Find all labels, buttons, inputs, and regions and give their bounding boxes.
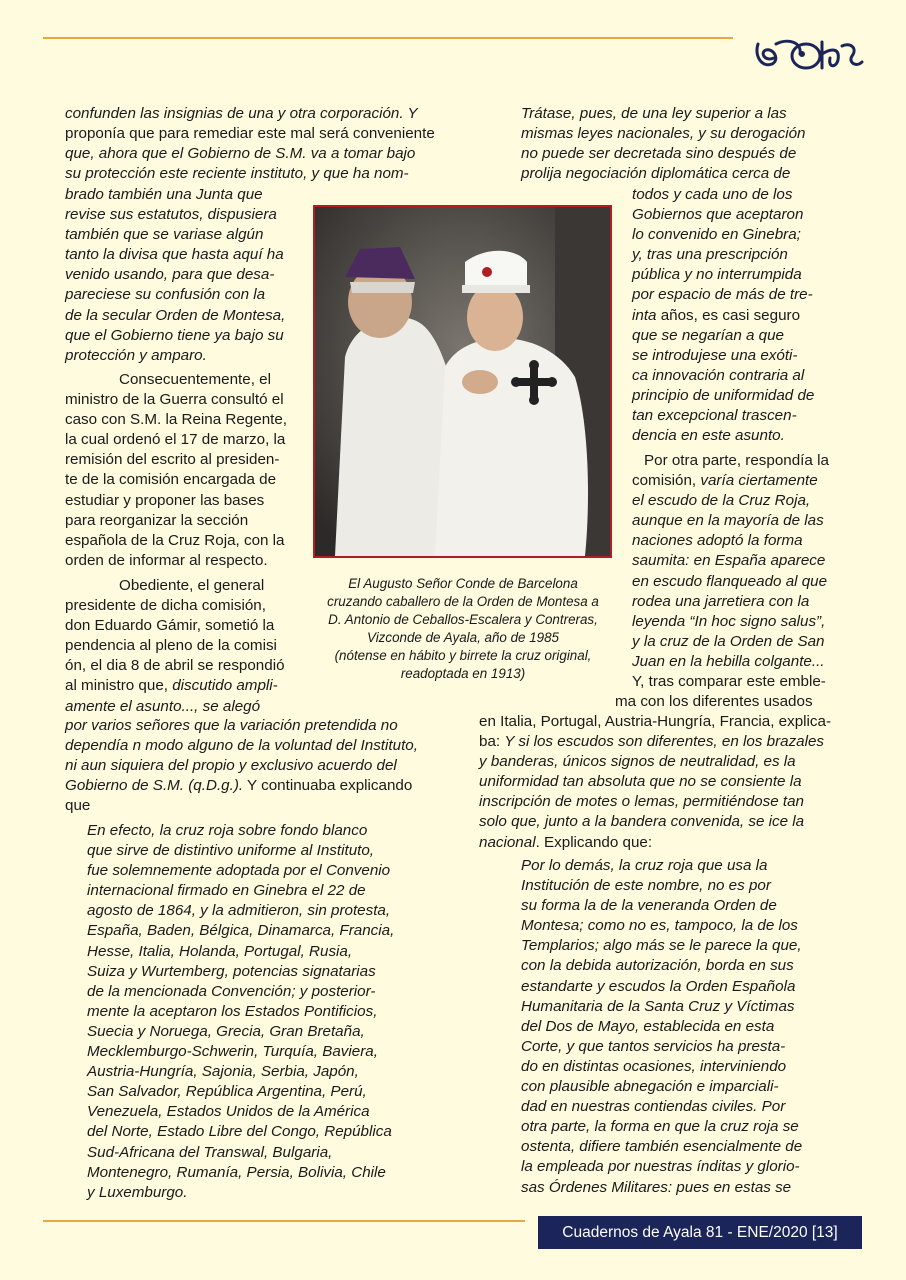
- text-run: inta: [632, 306, 661, 324]
- header-rule: [43, 37, 733, 39]
- text-line: Austria-Hungría, Sajonia, Serbia, Japón,: [87, 1063, 359, 1081]
- text-line: Y, tras comparar este emble-: [632, 673, 826, 691]
- footer-page-label: [538, 1216, 862, 1249]
- text-line: su forma la de la veneranda Orden de: [521, 897, 777, 915]
- left-paragraph-3: [65, 576, 294, 717]
- text-line: prolija negociación diplomática cerca de: [521, 165, 791, 183]
- text-line: dencia en este asunto.: [632, 427, 785, 445]
- text-line: pendencia al pleno de la comisi: [65, 637, 277, 655]
- text-line: Trátase, pues, de una ley superior a las: [521, 105, 787, 122]
- text-line: fue solemnemente adoptada por el Convenio: [87, 862, 391, 880]
- text-line: pública y no interrumpida: [632, 266, 802, 284]
- caption-line: readoptada en 1913): [400, 666, 526, 681]
- text-line: ma con los diferentes usados: [615, 693, 813, 710]
- text-line: venido usando, para que desa-: [65, 266, 275, 284]
- right-paragraph-2-cont: [615, 692, 842, 712]
- text-run: discutido ampli-: [172, 677, 278, 695]
- text-line: San Salvador, República Argentina, Perú,: [87, 1083, 367, 1101]
- text-line: protección y amparo.: [65, 346, 207, 364]
- text-line: no puede ser decretada sino después de: [521, 145, 797, 163]
- text-line: amente el asunto..., se alegó: [65, 697, 261, 715]
- text-line: inscripción de motes o lemas, permitiéndose tan: [479, 793, 805, 811]
- text-line: su protección este reciente instituto, y que ha nom-: [65, 165, 409, 183]
- text-line: lo convenido en Ginebra;: [632, 226, 801, 244]
- text-run: varía ciertamente: [700, 472, 818, 490]
- text-line: con la debida autorización, borda en sus: [521, 957, 794, 975]
- text-line: Montenegro, Rumanía, Persia, Bolivia, Chile: [87, 1163, 386, 1181]
- text-line: [479, 833, 842, 853]
- left-paragraph-1: [65, 104, 448, 124]
- text-line: caso con S.M. la Reina Regente,: [65, 411, 288, 429]
- text-line: confunden las insignias de una y otra corporación. Y: [65, 105, 418, 122]
- text-line: de la secular Orden de Montesa,: [65, 306, 286, 324]
- text-line: uniformidad tan absoluta que no se consiente la: [479, 773, 802, 791]
- text-line: en escudo flanqueado al que: [632, 572, 828, 590]
- text-line: y Luxemburgo.: [87, 1183, 188, 1201]
- left-paragraph-1-narrow: [65, 185, 294, 366]
- text-line: principio de uniformidad de: [632, 386, 815, 404]
- text-run: . Explicando que:: [535, 833, 653, 851]
- text-line: estandarte y escudos la Orden Española: [521, 977, 796, 995]
- text-line: Por otra parte, respondía la: [644, 452, 829, 469]
- text-line: estudiar y proponer las bases: [65, 491, 265, 509]
- text-line: mente la aceptaron los Estados Pontificios,: [87, 1002, 378, 1020]
- left-paragraph-3-wide: [65, 716, 448, 816]
- text-line: España, Baden, Bélgica, Dinamarca, Francia,: [87, 922, 395, 940]
- text-run: nacional: [479, 833, 536, 851]
- text-line: de la mencionada Convención; y posterior-: [87, 982, 376, 1000]
- text-line: proponía que para remediar este mal será conveniente: [65, 125, 435, 142]
- text-line: se introdujese una exóti-: [632, 346, 798, 364]
- text-line: tan excepcional trascen-: [632, 407, 797, 425]
- right-paragraph-1-narrow: [632, 185, 842, 446]
- text-line: y banderas, únicos signos de neutralidad, es la: [479, 753, 796, 771]
- text-line: Venezuela, Estados Unidos de la América: [87, 1103, 370, 1121]
- text-line: sas Órdenes Militares: pues en estas se: [521, 1178, 792, 1196]
- text-line: agosto de 1864, y la admitieron, sin protesta,: [87, 902, 391, 920]
- text-line: Corte, y que tantos servicios ha presta-: [521, 1037, 786, 1055]
- caption-line: D. Antonio de Ceballos-Escalera y Contreras,: [328, 612, 598, 627]
- text-line: presidente de dicha comisión,: [65, 597, 266, 615]
- text-line: Juan en la hebilla colgante...: [632, 652, 825, 670]
- text-run: Y si los escudos son diferentes, en los brazales: [504, 733, 825, 751]
- text-line: con plausible abnegación e imparciali-: [521, 1078, 779, 1096]
- text-line: Por lo demás, la cruz roja que usa la: [521, 857, 768, 874]
- text-line: brado también una Junta que: [65, 186, 263, 203]
- text-line: remisión del escrito al presiden-: [65, 451, 280, 469]
- text-line: Templarios; algo más se le parece la que,: [521, 937, 802, 955]
- ayala-monogram-logo: [752, 34, 864, 76]
- text-line: dad en nuestras contiendas civiles. Por: [521, 1098, 786, 1116]
- text-line: tanto la divisa que hasta aquí ha: [65, 246, 284, 264]
- text-line: rodea una jarretiera con la: [632, 592, 810, 610]
- text-line: que sirve de distintivo uniforme al Instituto,: [87, 842, 375, 860]
- text-line: para reorganizar la sección: [65, 511, 249, 529]
- text-line: ni aun siquiera del propio y exclusivo acuerdo del: [65, 757, 397, 775]
- text-line: do en distintas ocasiones, interviniendo: [521, 1057, 787, 1075]
- text-line: del Dos de Mayo, establecida en esta: [521, 1017, 775, 1035]
- text-run: al ministro que,: [65, 677, 173, 695]
- text-line: todos y cada uno de los: [632, 186, 793, 203]
- text-line: ca innovación contraria al: [632, 366, 805, 384]
- text-line: Montesa; como no es, tampoco, la de los: [521, 917, 798, 935]
- text-line: por espacio de más de tre-: [632, 286, 813, 304]
- right-blockquote: [521, 856, 822, 1198]
- text-line: naciones adoptó la forma: [632, 532, 803, 550]
- right-paragraph-2-wide: [479, 712, 842, 853]
- text-line: Hesse, Italia, Holanda, Portugal, Rusia,: [87, 942, 353, 960]
- text-line: pareciese su confusión con la: [65, 286, 266, 304]
- text-line: y la cruz de la Orden de San: [632, 632, 825, 650]
- text-line: te de la comisión encargada de: [65, 471, 277, 489]
- text-line: aunque en la mayoría de las: [632, 512, 824, 530]
- text-line: ostenta, difiere también esencialmente de: [521, 1138, 803, 1156]
- right-paragraph-1: [521, 104, 842, 184]
- text-run: años, es casi seguro: [660, 306, 801, 324]
- text-line: la empleada por nuestras índitas y glorio-: [521, 1158, 800, 1176]
- text-line: En efecto, la cruz roja sobre fondo blanco: [87, 822, 368, 839]
- caption-line: (nótense en hábito y birrete la cruz original,: [334, 648, 592, 663]
- footer-text: Cuadernos de Ayala 81 - ENE/2020 [13]: [562, 1223, 838, 1241]
- text-line: por varios señores que la variación pretendida no: [65, 717, 398, 734]
- text-line: que: [65, 797, 91, 815]
- text-run: Gobierno de S.M. (q.D.g.).: [65, 777, 244, 795]
- text-line: saumita: en España aparece: [632, 552, 826, 570]
- right-paragraph-2: [632, 451, 842, 692]
- text-run: comisión,: [632, 472, 701, 490]
- text-line: [632, 471, 842, 491]
- text-line: revise sus estatutos, dispusiera: [65, 206, 277, 224]
- text-line: otra parte, la forma en que la cruz roja se: [521, 1118, 799, 1136]
- text-line: Obediente, el general: [119, 577, 265, 594]
- text-line: [632, 306, 842, 326]
- text-line: la cual ordenó el 17 de marzo, la: [65, 431, 286, 449]
- caption-line: El Augusto Señor Conde de Barcelona: [348, 576, 578, 591]
- photo-investiture: [313, 205, 612, 558]
- left-paragraph-1-cont: [65, 124, 448, 184]
- text-line: don Eduardo Gámir, sometió la: [65, 617, 275, 635]
- text-line: Suecia y Noruega, Grecia, Gran Bretaña,: [87, 1022, 365, 1040]
- caption-line: Vizconde de Ayala, año de 1985: [367, 630, 559, 645]
- text-line: que, ahora que el Gobierno de S.M. va a tomar bajo: [65, 145, 416, 163]
- text-line: Mecklemburgo-Schwerin, Turquía, Baviera,: [87, 1043, 378, 1061]
- text-line: que el Gobierno tiene ya bajo su: [65, 326, 284, 344]
- text-line: solo que, junto a la bandera convenida, se ice la: [479, 813, 805, 831]
- text-line: Gobiernos que aceptaron: [632, 206, 804, 224]
- text-line: [65, 776, 448, 796]
- photo-caption: [312, 575, 614, 683]
- text-line: leyenda “In hoc signo salus”,: [632, 612, 826, 630]
- text-line: Sud-Africana del Transwal, Bulgaria,: [87, 1143, 333, 1161]
- left-blockquote: [87, 821, 405, 1203]
- text-line: ministro de la Guerra consultó el: [65, 391, 284, 409]
- footer-rule: [43, 1220, 525, 1222]
- text-line: el escudo de la Cruz Roja,: [632, 492, 811, 510]
- text-line: española de la Cruz Roja, con la: [65, 531, 285, 549]
- caption-line: cruzando caballero de la Orden de Montesa a: [327, 594, 599, 609]
- text-line: Suiza y Wurtemberg, potencias signatarias: [87, 962, 376, 980]
- text-line: en Italia, Portugal, Austria-Hungría, Francia, explica-: [479, 713, 832, 730]
- text-line: orden de informar al respecto.: [65, 551, 268, 569]
- text-run: Y continuaba explicando: [243, 777, 413, 795]
- text-line: del Norte, Estado Libre del Congo, República: [87, 1123, 392, 1141]
- text-line: mismas leyes nacionales, y su derogación: [521, 125, 806, 143]
- text-line: dependía n modo alguno de la voluntad del Instituto,: [65, 737, 418, 755]
- text-line: que se negarían a que: [632, 326, 785, 344]
- text-line: Institución de este nombre, no es por: [521, 877, 771, 895]
- text-line: [479, 732, 842, 752]
- text-line: Consecuentemente, el: [119, 371, 271, 388]
- text-line: también que se variase algún: [65, 226, 264, 244]
- text-line: Humanitaria de la Santa Cruz y Víctimas: [521, 997, 795, 1015]
- photo-illustration: [315, 207, 610, 556]
- text-line: y, tras una prescripción: [632, 246, 788, 264]
- left-paragraph-2: [65, 370, 294, 571]
- text-run: ba:: [479, 733, 505, 751]
- text-line: internacional firmado en Ginebra el 22 de: [87, 882, 366, 900]
- text-line: ón, el dia 8 de abril se respondió: [65, 657, 285, 675]
- text-line: [65, 676, 294, 696]
